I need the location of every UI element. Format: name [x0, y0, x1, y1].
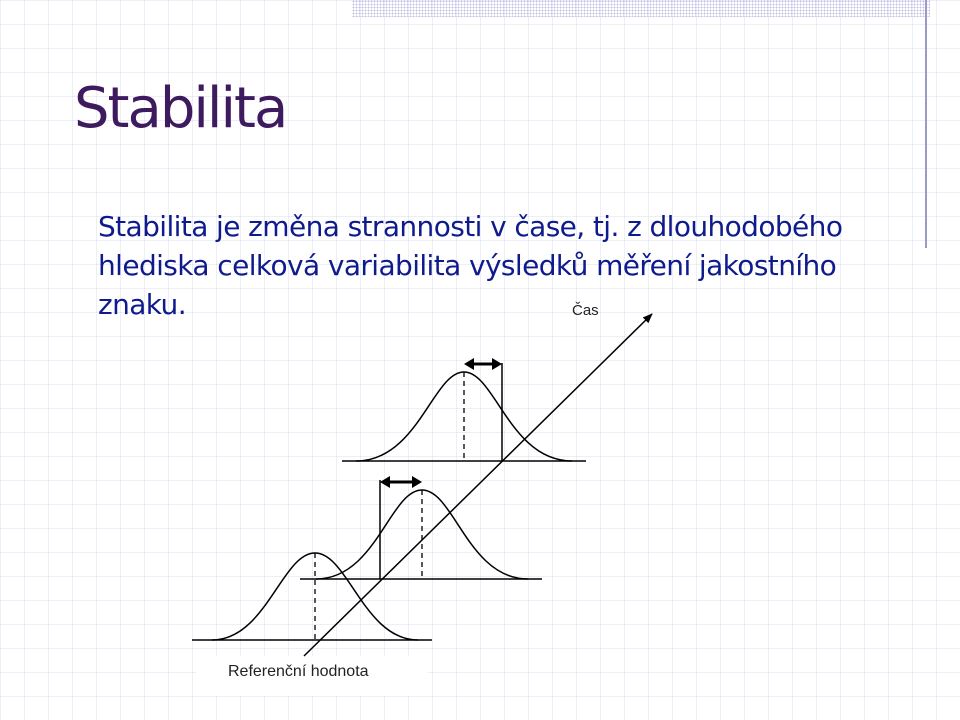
bias-arrow-middle [380, 476, 422, 488]
slide-body-text: Stabilita je změna strannosti v čase, tj. z dlouhodobého hlediska celková variabilita výsledků měření jakostního znaku. [98, 210, 843, 321]
bias-arrow-top [464, 358, 502, 370]
slide-title: Stabilita [74, 76, 287, 141]
reference-value-label: Referenční hodnota [228, 663, 369, 680]
time-axis-label: Čas [572, 302, 599, 319]
